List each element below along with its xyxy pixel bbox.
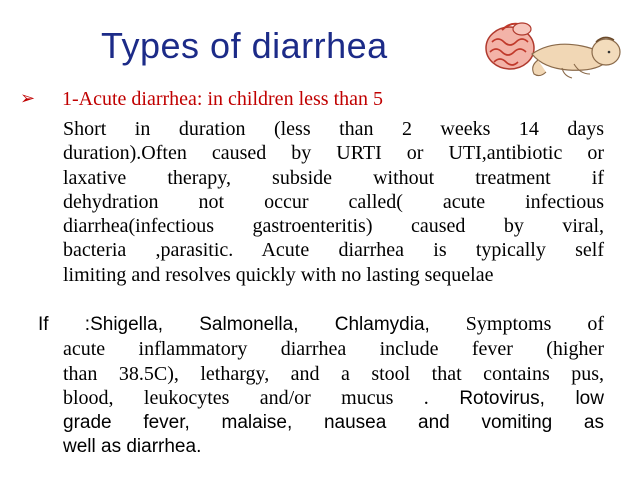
paragraph-line: limiting and resolves quickly with no lasting sequelae bbox=[63, 263, 494, 286]
baby-graphic bbox=[532, 37, 620, 78]
slide-title: Types of diarrhea bbox=[101, 25, 388, 66]
bullet-heading: 1-Acute diarrhea: in children less than 5 bbox=[62, 88, 383, 110]
paragraph-line: Short in duration (less than 2 weeks 14 days bbox=[63, 118, 604, 140]
paragraph-line: bacteria ,parasitic. Acute diarrhea is typically self bbox=[63, 239, 604, 262]
paragraph-line: well as diarrhea. bbox=[63, 436, 202, 458]
paragraph-line: than 38.5C), lethargy, and a stool that contains pus, bbox=[63, 362, 604, 385]
paragraph-line: acute inflammatory diarrhea include fever (higher bbox=[63, 338, 604, 361]
symptoms-text: Symptoms of bbox=[429, 313, 604, 335]
pathogen-list: If :Shigella, Salmonella, Chlamydia, bbox=[38, 314, 430, 335]
paragraph-acute-diarrhea bbox=[63, 117, 604, 287]
paragraph-line bbox=[38, 386, 604, 411]
arrow-bullet-icon: ➢ bbox=[20, 88, 36, 108]
paragraph-line: laxative therapy, subside without treatment if bbox=[63, 166, 604, 189]
intestines-graphic bbox=[486, 23, 534, 69]
paragraph-line: dehydration not occur called( acute infectious bbox=[63, 190, 604, 213]
baby-digestive-system-illustration bbox=[478, 12, 628, 82]
paragraph-line: diarrhea(infectious gastroenteritis) caused by viral, bbox=[63, 215, 604, 238]
paragraph-line: duration).Often caused by URTI or UTI,antibiotic or bbox=[63, 142, 604, 165]
paragraph-line bbox=[38, 312, 604, 337]
symptoms-text: blood, leukocytes and/or mucus . bbox=[63, 386, 429, 409]
paragraph-line: grade fever, malaise, nausea and vomiting as bbox=[63, 412, 604, 434]
paragraph-symptoms bbox=[38, 312, 604, 460]
rotovirus-text: Rotovirus, low bbox=[428, 387, 604, 409]
